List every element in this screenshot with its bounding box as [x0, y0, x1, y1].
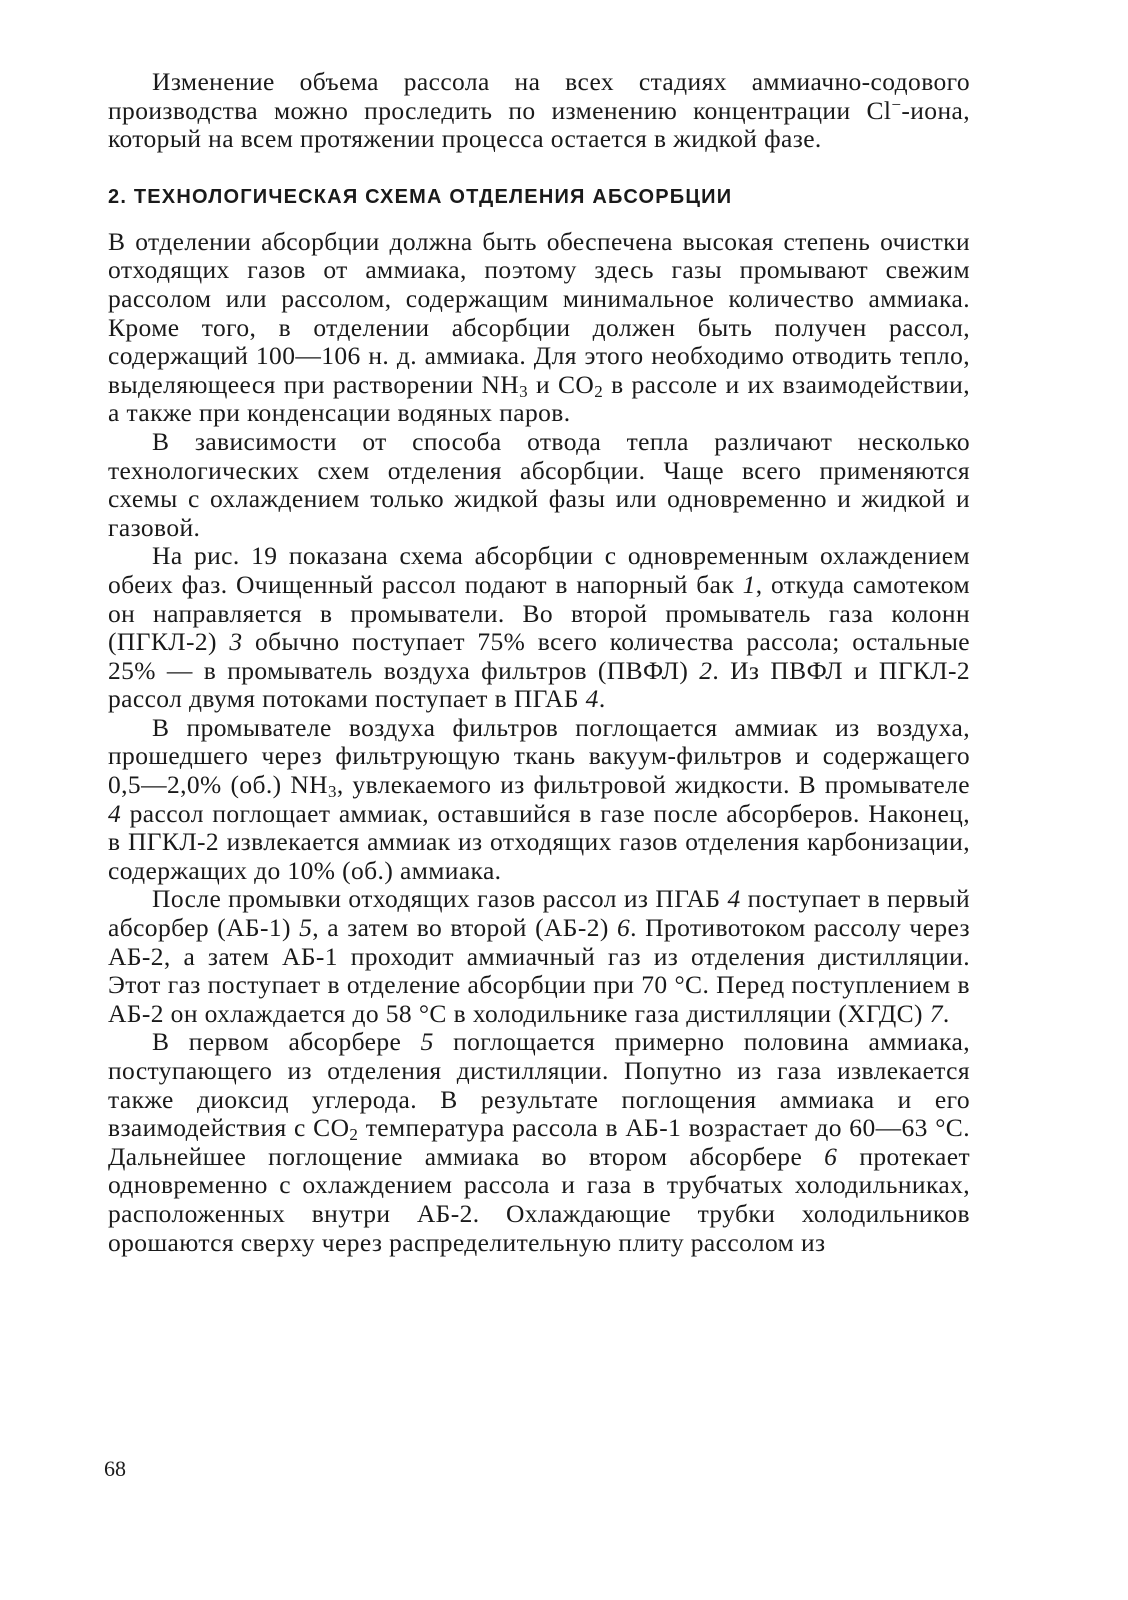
paragraph-absorbers — [108, 885, 970, 1028]
section-heading: 2. ТЕХНОЛОГИЧЕСКАЯ СХЕМА ОТДЕЛЕНИЯ АБСОРБЦИИ — [108, 185, 733, 208]
text-run: протекает одновременно с охлаждением рассола и газа в трубчатых холодильниках, расположенных внутри АБ-2. Охлаждающие трубки холодильников орошаются сверху через распределительную плиту рассолом из — [108, 1141, 970, 1257]
text-run: поступает в первый абсорбер (АБ-1) — [108, 884, 970, 943]
text-run: , увлекаемого из фильтровой жидкости. В промывателе — [336, 770, 970, 800]
text-run: -иона, который на всем протяжении процесса остается в жидкой фазе. — [108, 95, 970, 154]
subscript: 3 — [519, 381, 528, 401]
text-run: . — [598, 684, 606, 714]
text-run: и CO — [528, 369, 595, 399]
paragraph-figure-19 — [108, 542, 970, 714]
paragraph-first-absorber — [108, 1028, 970, 1257]
ref-number: 5 — [299, 913, 313, 943]
text-run: , а затем во второй (АБ-2) — [312, 913, 617, 943]
ref-number: 6 — [824, 1141, 838, 1171]
text-run: рассол поглощает аммиак, оставшийся в газе после абсорберов. Наконец, в ПГКЛ-2 извлекается аммиак из отходящих газов отделения карбонизации, содержащих до 10% (об.) аммиака. — [108, 798, 970, 885]
text-run: После промывки отходящих газов рассол из ПГАБ — [152, 884, 728, 914]
text-run: В отделении абсорбции должна быть обеспечена высокая степень очистки отходящих газов от аммиака, поэтому здесь газы промывают свежим рассолом или рассолом, содержащим минимальное количество аммиака. Кроме того, в отделении абсорбции должен быть получен рассол, содержащий 100—106 н. д. аммиака. Для этого необходимо отводить тепло, выделяющееся при растворении NH — [108, 226, 970, 399]
text-run: температура рассола в АБ-1 возрастает до 60—63 °С. Дальнейшее поглощение аммиака во втором абсорбере — [108, 1113, 970, 1171]
paragraph-absorption-requirements — [108, 228, 970, 428]
page-body — [108, 68, 970, 1257]
ref-number: 4 — [727, 884, 741, 914]
text-run: , откуда самотеком он направляется в промыватели. Во второй промыватель газа колонн (ПГКЛ-2) — [108, 569, 970, 657]
paragraph-heat-removal: В зависимости от способа отвода тепла различают несколько технологических схем отделения абсорбции. Чаще всего применяются схемы с охлаждением только жидкой фазы или одновременно и жидкой и газовой. — [108, 426, 970, 542]
superscript: − — [891, 94, 902, 114]
ref-number: 4 — [108, 798, 122, 828]
subscript: 2 — [594, 381, 604, 401]
subscript: 3 — [327, 782, 337, 802]
text-run: На рис. 19 показана схема абсорбции с одновременным охлаждением обеих фаз. Очищенный рассол подают в напорный бак — [108, 541, 970, 599]
ref-number: 3 — [229, 627, 243, 657]
ref-number: 5 — [420, 1027, 434, 1057]
text-run: В первом абсорбере — [152, 1027, 421, 1057]
text-run: . — [942, 998, 950, 1028]
text-run: . Противотоком рассолу через АБ-2, а затем АБ-1 проходит аммиачный газ из отделения дистилляции. Этот газ поступает в отделение абсорбции при 70 °С. Перед поступлением в АБ-2 он охлаждается до 58 °С в холодильнике газа дистилляции (ХГДС) — [108, 913, 971, 1028]
text-run: в рассоле и их взаимодействии, а также при конденсации водяных паров. — [108, 369, 971, 428]
text-run: обычно поступает 75% всего количества рассола; остальные 25% — в промыватель воздуха фильтров (ПВФЛ) — [108, 627, 970, 685]
ref-number: 4 — [585, 684, 599, 714]
text-run: Изменение объема рассола на всех стадиях аммиачно-содового производства можно проследить по изменению концентрации Cl — [108, 67, 970, 125]
ref-number: 2 — [699, 655, 713, 685]
ref-number: 1 — [742, 569, 756, 599]
text-run: . Из ПВФЛ и ПГКЛ-2 рассол двумя потоками поступает в ПГАБ — [108, 655, 971, 714]
paragraph-intro — [108, 68, 970, 154]
ref-number: 6 — [616, 913, 631, 943]
text-run: В промывателе воздуха фильтров поглощается аммиак из воздуха, прошедшего через фильтрующую ткань вакуум-фильтров и содержащего 0,5—2,0% (об.) NH — [108, 712, 970, 800]
ref-number: 7 — [929, 998, 943, 1028]
text-run: поглощается примерно половина аммиака, поступающего из отделения дистилляции. Попутно из газа извлекается также диоксид углерода. В результате поглощения аммиака и его взаимодействия с CO — [108, 1027, 970, 1143]
paragraph-filter-washer — [108, 714, 970, 886]
page-number: 68 — [104, 1456, 126, 1481]
subscript: 2 — [349, 1125, 359, 1145]
